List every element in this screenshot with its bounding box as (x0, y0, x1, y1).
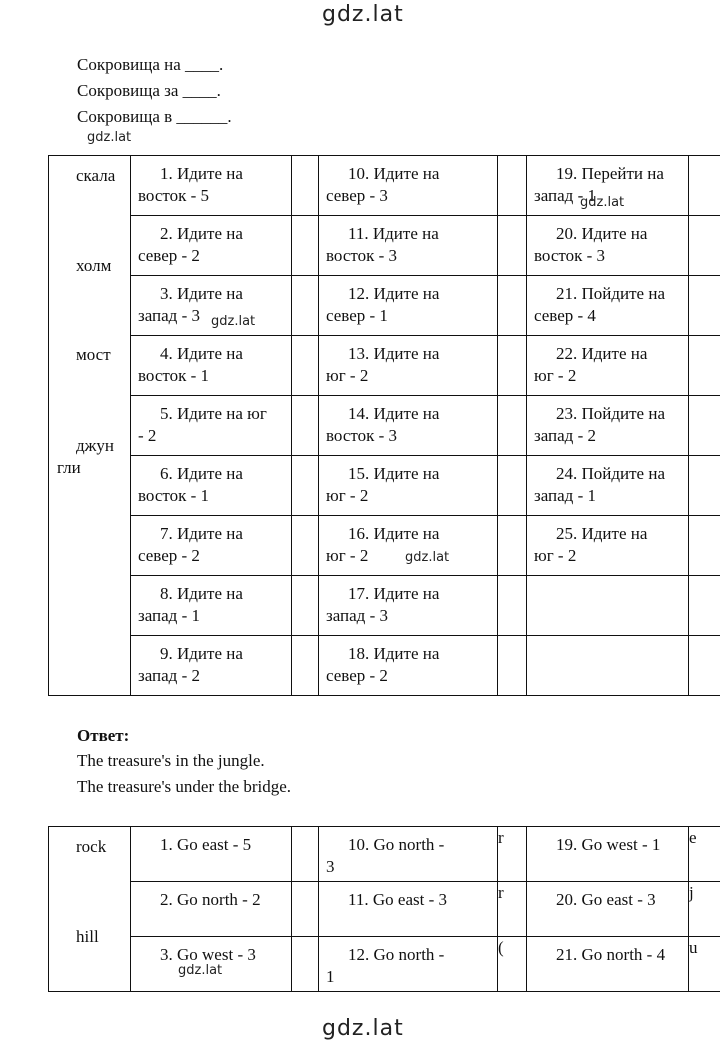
direction-text-line-1: 9. Идите на (160, 644, 243, 663)
answer-blank-cell (292, 827, 319, 882)
direction-text-line-2: север - 3 (326, 186, 388, 205)
direction-text-line-2: восток - 1 (138, 366, 210, 385)
direction-cell (527, 516, 689, 576)
direction-cell (527, 456, 689, 516)
direction-text-line-1: 6. Идите на (160, 464, 243, 483)
direction-text-line-1: 1. Идите на (160, 164, 243, 183)
direction-text-line-2: восток - 5 (138, 186, 210, 205)
answer-blank-cell (498, 456, 527, 516)
direction-text-line-2: - 2 (138, 426, 157, 445)
direction-text-line-1: 20. Идите на (556, 224, 648, 243)
label-hill-ru: холм (76, 256, 112, 275)
direction-cell (527, 576, 689, 636)
answer-blank-cell: e (689, 827, 720, 882)
answer-blank-cell: r (498, 882, 527, 937)
prompt-line-1: Сокровища на ____. (77, 55, 224, 74)
answer-blank-cell (292, 396, 319, 456)
watermark-cell-16: gdz.lat (405, 550, 450, 565)
direction-cell (319, 636, 498, 696)
answer-blank-cell (689, 336, 720, 396)
answer-blank-cell (689, 216, 720, 276)
direction-text-line-1: 5. Идите на юг (160, 404, 267, 423)
direction-text-line-2: юг - 2 (326, 546, 369, 565)
table-row (49, 576, 720, 636)
direction-text-line-2: запад - 1 (138, 606, 200, 625)
table-row (49, 216, 720, 276)
russian-directions-table (48, 155, 720, 696)
direction-cell (319, 516, 498, 576)
direction-text-line-2: запад - 1 (534, 186, 596, 205)
direction-text-line-1: 12. Идите на (348, 284, 440, 303)
table-row (49, 882, 720, 937)
table-row (49, 636, 720, 696)
watermark-inline: gdz.lat (87, 130, 132, 145)
direction-text-line-2: восток - 3 (326, 426, 398, 445)
direction-text-line-1: 11. Идите на (348, 224, 439, 243)
answer-blank-cell (292, 636, 319, 696)
english-directions-table (48, 826, 720, 992)
direction-text-line-2: север - 2 (138, 546, 200, 565)
watermark-cell-en-3: gdz.lat (178, 963, 223, 978)
direction-text-line-2: восток - 1 (138, 486, 210, 505)
label-column (49, 156, 131, 696)
label-rock-ru: скала (76, 166, 116, 185)
answer-blank-cell (292, 576, 319, 636)
answer-blank-cell (292, 882, 319, 937)
direction-text-line-1: 24. Пойдите на (556, 464, 665, 483)
direction-text-line-1: 22. Идите на (556, 344, 648, 363)
answer-blank-cell (292, 456, 319, 516)
direction-cell (527, 336, 689, 396)
direction-cell (319, 276, 498, 336)
table-row (49, 276, 720, 336)
direction-cell (131, 882, 292, 937)
label-rock-en: rock (76, 837, 107, 856)
direction-text-line-1: 7. Идите на (160, 524, 243, 543)
direction-cell (319, 216, 498, 276)
label-hill-en: hill (76, 927, 99, 946)
answer-blank-cell: u (689, 937, 720, 992)
answer-blank-cell (292, 276, 319, 336)
answer-blank-cell (498, 216, 527, 276)
direction-cell (319, 882, 498, 937)
direction-text-line-2: запад - 3 (138, 306, 200, 325)
label-jungle-ru-part1: джун (76, 436, 114, 455)
direction-text-line-1: 13. Идите на (348, 344, 440, 363)
direction-text-line-1: 18. Идите на (348, 644, 440, 663)
direction-cell (527, 937, 689, 992)
direction-text-line-2: юг - 2 (534, 366, 577, 385)
direction-cell (319, 456, 498, 516)
answer-line-2: The treasure's under the bridge. (77, 777, 292, 796)
direction-cell (527, 827, 689, 882)
answer-blank-cell (498, 276, 527, 336)
table-row (49, 396, 720, 456)
answer-blank-cell (689, 516, 720, 576)
watermark-cell-19: gdz.lat (580, 195, 625, 210)
answer-blank-cell (498, 636, 527, 696)
direction-cell (131, 827, 292, 882)
direction-cell (131, 216, 292, 276)
direction-text-line-1: 20. Go east - 3 (556, 890, 656, 909)
direction-text-line-1: 3. Go west - 3 (160, 945, 256, 964)
direction-text-line-2: 1 (326, 967, 335, 986)
answer-blank-cell (689, 456, 720, 516)
direction-text-line-2: запад - 1 (534, 486, 596, 505)
direction-text-line-1: 11. Go east - 3 (348, 890, 447, 909)
answer-blank-cell (689, 576, 720, 636)
direction-cell (131, 456, 292, 516)
direction-text-line-2: юг - 2 (326, 486, 369, 505)
watermark-bottom: gdz.lat (322, 1016, 404, 1041)
direction-text-line-1: 4. Идите на (160, 344, 243, 363)
direction-cell (319, 336, 498, 396)
answer-blank-cell (689, 276, 720, 336)
answer-blank-cell (498, 516, 527, 576)
direction-cell (319, 156, 498, 216)
table-row (49, 516, 720, 576)
direction-text-line-1: 25. Идите на (556, 524, 648, 543)
direction-text-line-2: запад - 3 (326, 606, 388, 625)
direction-text-line-1: 21. Пойдите на (556, 284, 665, 303)
answer-blank-cell (498, 156, 527, 216)
direction-cell (527, 396, 689, 456)
watermark-cell-3: gdz.lat (211, 314, 256, 329)
direction-text-line-2: север - 4 (534, 306, 596, 325)
answer-line-1: The treasure's in the jungle. (77, 751, 265, 770)
direction-cell (527, 276, 689, 336)
direction-cell (527, 882, 689, 937)
direction-text-line-1: 2. Идите на (160, 224, 243, 243)
direction-cell (527, 636, 689, 696)
answer-blank-cell (292, 336, 319, 396)
direction-text-line-1: 23. Пойдите на (556, 404, 665, 423)
direction-text-line-1: 17. Идите на (348, 584, 440, 603)
answer-blank-cell (292, 216, 319, 276)
direction-text-line-1: 14. Идите на (348, 404, 440, 423)
answer-blank-cell (689, 156, 720, 216)
answer-blank-cell: r (498, 827, 527, 882)
table-row (49, 937, 720, 992)
direction-text-line-2: север - 2 (138, 246, 200, 265)
direction-text-line-1: 10. Go north - (348, 835, 445, 854)
direction-cell (131, 336, 292, 396)
direction-text-line-1: 19. Go west - 1 (556, 835, 661, 854)
direction-text-line-1: 12. Go north - (348, 945, 445, 964)
direction-text-line-2: юг - 2 (326, 366, 369, 385)
answer-heading: Ответ: (77, 726, 130, 745)
answer-blank-cell (498, 576, 527, 636)
direction-text-line-2: 3 (326, 857, 335, 876)
answer-blank-cell (498, 396, 527, 456)
answer-blank-cell (689, 636, 720, 696)
direction-text-line-2: юг - 2 (534, 546, 577, 565)
direction-cell (319, 576, 498, 636)
table-row (49, 456, 720, 516)
direction-cell (131, 396, 292, 456)
answer-blank-cell (689, 396, 720, 456)
direction-text-line-2: запад - 2 (138, 666, 200, 685)
direction-text-line-1: 16. Идите на (348, 524, 440, 543)
answer-blank-cell (292, 937, 319, 992)
direction-cell (319, 827, 498, 882)
direction-text-line-1: 1. Go east - 5 (160, 835, 252, 854)
direction-cell (131, 516, 292, 576)
prompt-line-2: Сокровища за ____. (77, 81, 221, 100)
direction-text-line-2: север - 1 (326, 306, 388, 325)
label-bridge-ru: мост (76, 345, 111, 364)
answer-blank-cell (498, 336, 527, 396)
answer-blank-cell (292, 516, 319, 576)
direction-text-line-2: восток - 3 (534, 246, 606, 265)
direction-cell (131, 576, 292, 636)
table-row (49, 827, 720, 882)
direction-text-line-1: 8. Идите на (160, 584, 243, 603)
watermark-top: gdz.lat (322, 2, 404, 27)
direction-cell (131, 636, 292, 696)
answer-blank-cell (292, 156, 319, 216)
direction-text-line-1: 2. Go north - 2 (160, 890, 261, 909)
direction-text-line-1: 15. Идите на (348, 464, 440, 483)
answer-blank-cell: j (689, 882, 720, 937)
direction-cell (131, 156, 292, 216)
prompt-line-3: Сокровища в ______. (77, 107, 232, 126)
direction-cell (319, 937, 498, 992)
direction-text-line-1: 19. Перейти на (556, 164, 664, 183)
direction-cell (319, 396, 498, 456)
direction-text-line-1: 10. Идите на (348, 164, 440, 183)
direction-text-line-2: север - 2 (326, 666, 388, 685)
direction-text-line-2: восток - 3 (326, 246, 398, 265)
answer-blank-cell: ( (498, 937, 527, 992)
table-row (49, 336, 720, 396)
label-jungle-ru-part2: гли (57, 458, 81, 477)
direction-text-line-1: 3. Идите на (160, 284, 243, 303)
direction-cell (527, 216, 689, 276)
direction-text-line-1: 21. Go north - 4 (556, 945, 666, 964)
direction-text-line-2: запад - 2 (534, 426, 596, 445)
